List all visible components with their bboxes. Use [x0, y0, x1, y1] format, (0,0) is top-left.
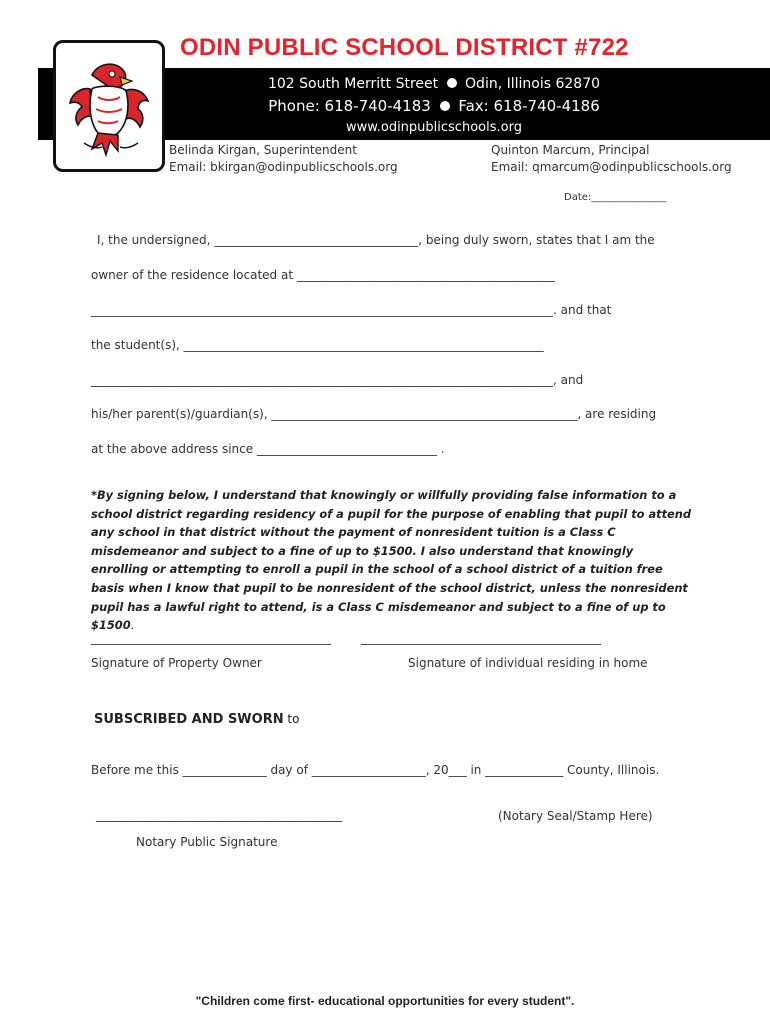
disclaimer-tail: .	[130, 618, 135, 633]
principal-email[interactable]: Email: qmarcum@odinpublicschools.org	[491, 160, 732, 174]
fax-number: Fax: 618-740-4186	[458, 97, 600, 115]
principal-block	[491, 142, 732, 176]
disclaimer-text: *By signing below, I understand that knowingly or willfully providing false information to a school district regarding residency of a pupil for the purpose of enabling that pupil to attend any school in that district without the payment of nonresident tuition is a Class C misdemeanor and subject to a fine of up to $1500. I also understand that knowingly enrolling or attempting to enroll a pupil in the school of a school district of a tuition free basis when I know that pupil to be nonresident of the school district, unless the nonresident pupil has a lawful right to attend, is a Class C misdemeanor and subject to a fine of up to $1500	[91, 488, 692, 633]
bullet-icon	[440, 101, 450, 111]
phone-number: Phone: 618-740-4183	[268, 97, 431, 115]
school-title: ODIN PUBLIC SCHOOL DISTRICT #722	[180, 34, 629, 61]
school-logo	[53, 40, 165, 172]
superintendent-name: Belinda Kirgan, Superintendent	[169, 143, 357, 157]
notary-signature-line[interactable]: _________________________________________	[96, 808, 342, 822]
owner-signature-line[interactable]: ________________________________________	[91, 631, 331, 645]
address-city: Odin, Illinois 62870	[465, 76, 601, 92]
superintendent-block	[169, 142, 398, 176]
address-street: 102 South Merritt Street	[267, 76, 439, 92]
form-line-students[interactable]: the student(s), ____________________________________________________________	[91, 338, 544, 352]
bullet-icon	[447, 78, 457, 88]
form-line-guardians[interactable]: his/her parent(s)/guardian(s), ___________________________________________________, are residing	[91, 407, 657, 421]
footer-quote: "Children come first- educational opportunities for every student".	[195, 994, 575, 1008]
date-field[interactable]: Date:_______________	[564, 192, 667, 203]
form-line-address-cont[interactable]: _____________________________________________________________________________. and that	[91, 303, 612, 317]
notary-heading	[94, 712, 299, 727]
form-line-students-cont[interactable]: _____________________________________________________________________________, and	[91, 373, 584, 387]
form-line-undersigned[interactable]: I, the undersigned, __________________________________, being duly sworn, states that I am the	[97, 233, 655, 247]
form-line-since[interactable]: at the above address since ______________________________ .	[91, 442, 445, 456]
owner-signature-label: Signature of Property Owner	[91, 656, 262, 670]
superintendent-email[interactable]: Email: bkirgan@odinpublicschools.org	[169, 160, 398, 174]
notary-signature-label: Notary Public Signature	[136, 835, 278, 849]
legal-disclaimer	[91, 486, 691, 635]
website-link[interactable]: www.odinpublicschools.org	[346, 120, 522, 135]
notary-seal-label: (Notary Seal/Stamp Here)	[498, 809, 653, 823]
eagle-mascot-icon	[62, 57, 158, 161]
resident-signature-label: Signature of individual residing in home	[408, 656, 648, 670]
resident-signature-line[interactable]: ________________________________________	[361, 631, 601, 645]
notary-before-line[interactable]: Before me this ______________ day of ___________________, 20___ in _____________ County, Illinois.	[91, 763, 660, 777]
principal-name: Quinton Marcum, Principal	[491, 143, 650, 157]
form-line-residence[interactable]: owner of the residence located at ___________________________________________	[91, 268, 555, 282]
notary-heading-bold: SUBSCRIBED AND SWORN	[94, 712, 284, 727]
notary-heading-to: to	[283, 712, 300, 726]
